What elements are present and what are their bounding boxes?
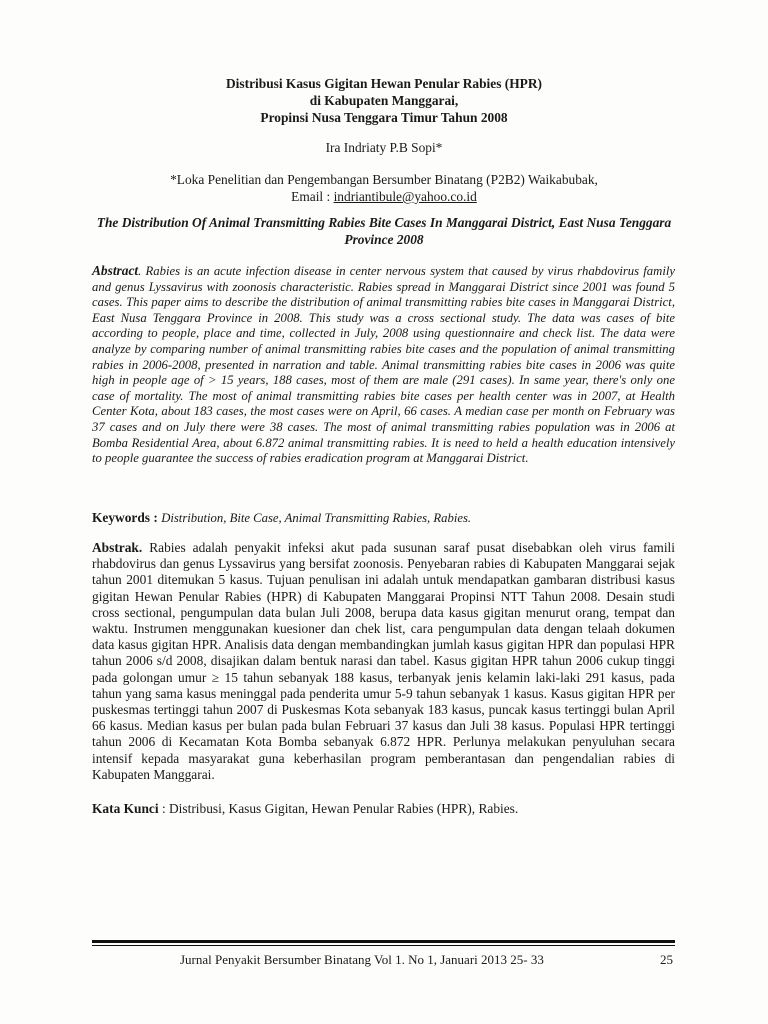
- page-number: 25: [660, 952, 673, 967]
- kata-kunci-text: : Distribusi, Kasus Gigitan, Hewan Penular Rabies (HPR), Rabies.: [158, 801, 519, 816]
- email-link[interactable]: indriantibule@yahoo.co.id: [333, 189, 477, 204]
- email-label: Email :: [291, 189, 334, 204]
- kata-kunci: [92, 800, 675, 817]
- author-affiliation: [90, 171, 678, 205]
- abstract-indonesian: [92, 540, 675, 783]
- author-name: Ira Indriaty P.B Sopi*: [325, 140, 443, 155]
- abstrak-label: Abstrak.: [92, 540, 143, 555]
- english-title: The Distribution Of Animal Transmitting Rabies Bite Cases In Manggarai District, East Nusa Tenggara Province 2008: [96, 215, 672, 247]
- keywords-label: Keywords :: [92, 510, 162, 525]
- email-line: [90, 188, 678, 205]
- abstract-text: . Rabies is an acute infection disease in center nervous system that caused by virus rhabdovirus family and genus Lyssavirus with zoonosis characteristic. Rabies spread in Manggarai District since 2001 was found 5 cases. This paper aims to describe the distribution of animal transmitting rabies bite cases in Manggarai District, East Nusa Tenggara Province in 2008. This study was a cross sectional study. The data was cases of bite according to people, place and time, collected in July, 2008 using questionnaire and check list. The data were analyze by comparing number of animal transmitting rabies bite cases and the population of animal transmitting rabies in 2006-2008, presented in narration and table. Animal transmitting rabies bite cases in 2006 was quite high in people age of > 15 years, 188 cases, most of them are male (291 cases). In same year, there's only one case of mortality. The most of animal transmitting rabies bite cases per health center was in 2007, at Health Center Kota, about 183 cases, the most cases were on April, 66 cases. A median case per month on February was 37 cases and on July there were 38 cases. The most of animal transmitting rabies population was in 2006 at Bomba Residential Area, about 6.872 animal transmitting rabies. It is need to held a health education intensively to people guarantee the success of rabies eradication program at Manggarai District.: [92, 264, 675, 466]
- abstract-english: [92, 263, 675, 467]
- institution: *Loka Penelitian dan Pengembangan Bersumber Binatang (P2B2) Waikabubak,: [170, 172, 598, 187]
- kata-kunci-label: Kata Kunci: [92, 801, 159, 816]
- title-line-1: Distribusi Kasus Gigitan Hewan Penular Rabies (HPR): [226, 76, 542, 91]
- abstract-label: Abstract: [92, 263, 139, 278]
- title-line-2: di Kabupaten Manggarai,: [309, 93, 459, 108]
- title-line-3: Propinsi Nusa Tenggara Timur Tahun 2008: [260, 110, 508, 125]
- abstrak-text: Rabies adalah penyakit infeksi akut pada susunan saraf pusat disebabkan oleh virus famili rhabdovirus dan genus Lyssavirus yang bersifat zoonosis. Penyebaran rabies di Kabupaten Manggarai sejak tahun 2001 ditemukan 5 kasus. Tujuan penulisan ini adalah untuk mendapatkan gambaran distribusi kasus gigitan Hewan Penular Rabies (HPR) di Kabupaten Manggarai Propinsi NTT Tahun 2008. Desain studi cross sectional, pengumpulan data bulan Juli 2008, berupa data kasus gigitan menurut orang, tempat dan waktu. Instrumen menggunakan kuesioner dan chek list, cara pengumpulan data dengan telaah dokumen data kasus gigitan HPR. Analisis data dengan membandingkan jumlah kasus gigitan HPR dan populasi HPR tahun 2006 s/d 2008, disajikan dalam bentuk narasi dan tabel. Kasus gigitan HPR tahun 2006 cukup tinggi pada golongan umur ≥ 15 tahun sebanyak 188 kasus, terbanyak jenis kelamin laki-laki 291 kasus, pada tahun yang sama kasus meninggal pada penderita umur 5-9 tahun sebanyak 1 kasus. Kasus gigitan HPR per puskesmas tertinggi tahun 2007 di Puskesmas Kota sebanyak 183 kasus, puncak kasus tertinggi bulan April 66 kasus. Median kasus per bulan pada bulan Februari 37 kasus dan Juli 38 kasus. Populasi HPR tertinggi tahun 2006 di Kecamatan Kota Bomba sebanyak 6.872 HPR. Perlunya melakukan penyuluhan secara intensif kepada masyarakat guna keberhasilan program pemberantasan dan pengendalian rabies di Kabupaten Manggarai.: [92, 540, 675, 782]
- keywords-text: Distribution, Bite Case, Animal Transmitting Rabies, Rabies.: [161, 511, 472, 525]
- footer-rule: [92, 940, 675, 943]
- journal-citation: Jurnal Penyakit Bersumber Binatang Vol 1. No 1, Januari 2013 25- 33: [180, 952, 544, 967]
- keywords: [92, 509, 675, 527]
- paper-title: [90, 75, 678, 126]
